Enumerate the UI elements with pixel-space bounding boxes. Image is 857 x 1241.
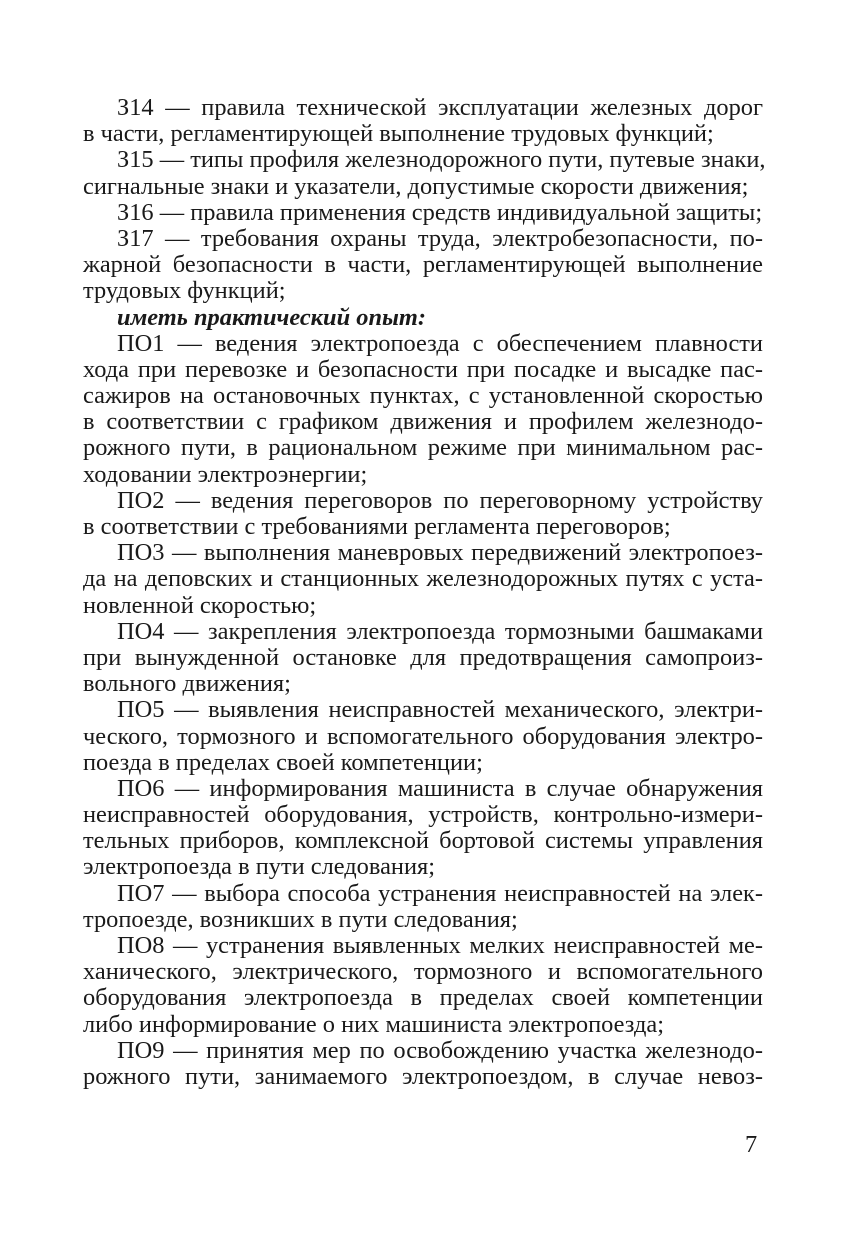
text-line: жарной безопасности в части, регламентирующей выполнение — [83, 251, 763, 279]
text-line: в соответствии с требованиями регламента переговоров; — [83, 513, 671, 540]
text-line: ПО1 — ведения электропоезда с обеспечением плавности — [117, 329, 763, 357]
text-line: ПО3 — выполнения маневровых передвижений электропоез- — [117, 539, 763, 567]
text-line: неисправностей оборудования, устройств, контрольно-измери- — [83, 801, 763, 829]
page-body — [83, 94, 766, 1090]
text-line: З14 — правила технической эксплуатации железных дорог — [117, 94, 763, 121]
text-line: в части, регламентирующей выполнение трудовых функций; — [83, 120, 714, 148]
text-line: ПО6 — информирования машиниста в случае обнаружения — [117, 774, 763, 802]
text-line: хода при перевозке и безопасности при посадке и высадке пас- — [83, 355, 763, 383]
text-line: рожного пути, в рациональном режиме при минимальном рас- — [83, 434, 763, 462]
text-line: тропоезде, возникших в пути следования; — [83, 905, 518, 933]
text-line: ПО4 — закрепления электропоезда тормозными башмаками — [117, 617, 763, 645]
text-line: при вынужденной остановке для предотвращения самопроиз- — [83, 643, 763, 671]
text-line: оборудования электропоезда в пределах своей компетенции — [83, 984, 763, 1012]
text-line: ПО2 — ведения переговоров по переговорному устройству — [117, 486, 763, 514]
text-line: З15 — типы профиля железнодорожного пути, путевые знаки, — [117, 146, 766, 174]
text-line: сигнальные знаки и указатели, допустимые скорости движения; — [83, 172, 749, 200]
text-line: З16 — правила применения средств индивидуальной защиты; — [117, 198, 763, 226]
text-line: З17 — требования охраны труда, электробезопасности, по- — [117, 224, 763, 252]
text-line: ПО9 — принятия мер по освобождению участка железнодо- — [117, 1036, 763, 1064]
text-line: ПО5 — выявления неисправностей механического, электри- — [117, 696, 763, 724]
text-line: поезда в пределах своей компетенции; — [83, 748, 483, 776]
text-line: ПО7 — выбора способа устранения неисправностей на элек- — [117, 879, 763, 907]
text-line: электропоезда в пути следования; — [83, 853, 435, 881]
section-heading: иметь практический опыт: — [117, 303, 427, 331]
text-line: либо информирование о них машиниста электропоезда; — [83, 1010, 664, 1038]
text-line: тельных приборов, комплексной бортовой системы управления — [83, 827, 763, 855]
text-line: в соответствии с графиком движения и профилем железнодо- — [83, 408, 763, 436]
text-line: ческого, тормозного и вспомогательного оборудования электро- — [83, 722, 763, 750]
text-line: ханического, электрического, тормозного и вспомогательного — [83, 958, 763, 986]
text-line: рожного пути, занимаемого электропоездом, в случае невоз- — [83, 1062, 763, 1090]
text-line: новленной скоростью; — [83, 591, 317, 619]
text-line: трудовых функций; — [83, 277, 286, 305]
text-line: да на деповских и станционных железнодорожных путях с уста- — [83, 565, 763, 593]
page-number: 7 — [745, 1131, 758, 1158]
text-line: ходовании электроэнергии; — [83, 460, 368, 488]
text-line: сажиров на остановочных пунктах, с установленной скоростью — [83, 382, 763, 410]
text-line: ПО8 — устранения выявленных мелких неисправностей ме- — [117, 932, 763, 959]
text-line: вольного движения; — [83, 670, 291, 698]
